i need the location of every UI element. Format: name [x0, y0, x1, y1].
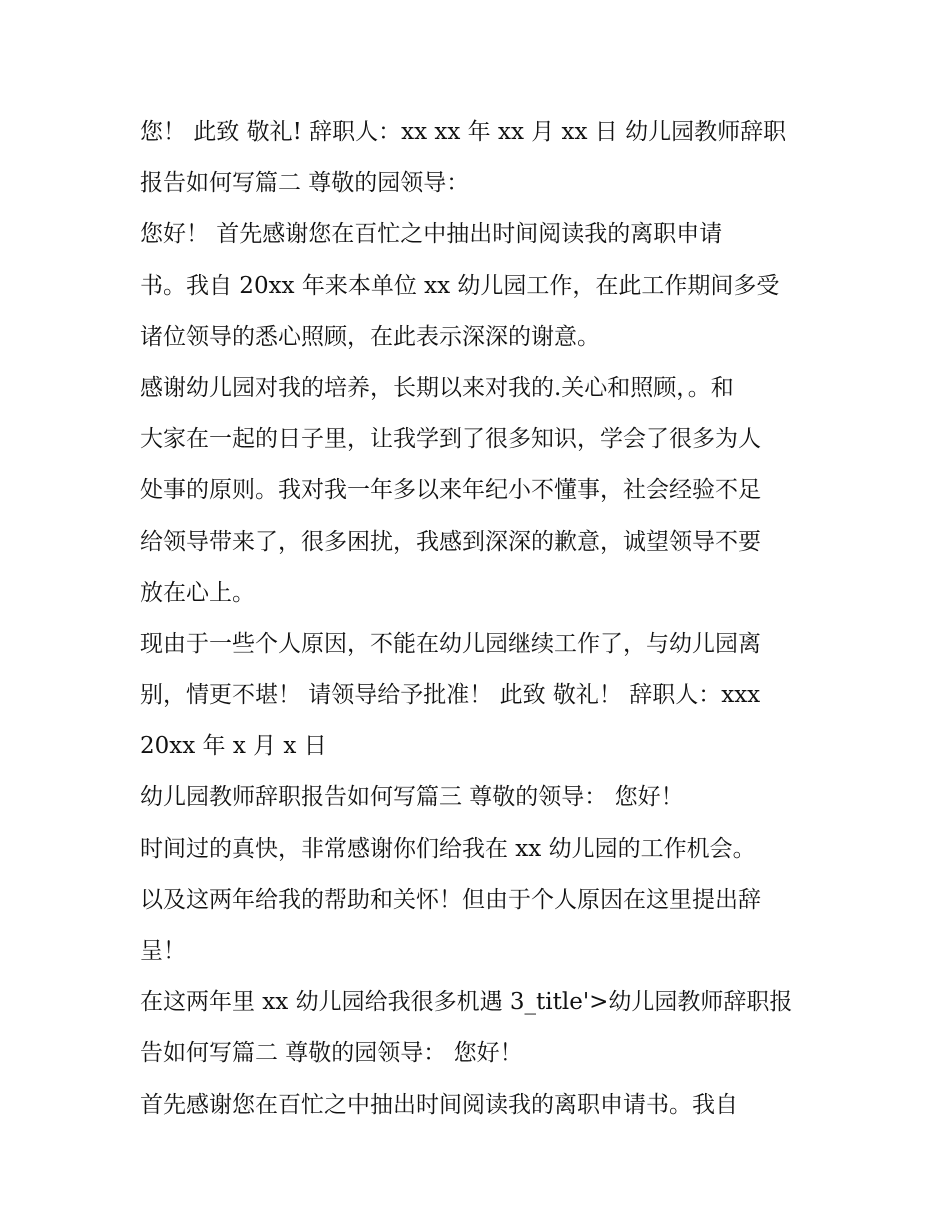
text-line: 以及这两年给我的帮助和关怀！但由于个人原因在这里提出辞: [140, 886, 761, 913]
text-line: 您！ 此致 敬礼! 辞职人：xx xx 年 xx 月 xx 日 幼儿园教师辞职: [140, 119, 787, 145]
text-line: 处事的原则。我对我一年多以来年纪小不懂事，社会经验不足: [140, 477, 761, 504]
text-line: 报告如何写篇二 尊敬的园领导：: [140, 170, 470, 197]
text-line: 感谢幼儿园对我的培养，长期以来对我的.关心和照顾，。和: [140, 374, 734, 401]
text-line: 书。我自 20xx 年来本单位 xx 幼儿园工作，在此工作期间多受: [140, 272, 780, 299]
text-line: 别，情更不堪！ 请领导给予批准！ 此致 敬礼！ 辞职人：xxx: [140, 682, 761, 709]
text-line: 现由于一些个人原因，不能在幼儿园继续工作了，与幼儿园离: [140, 630, 761, 657]
document-body: [140, 107, 830, 1131]
text-line: 放在心上。: [140, 579, 255, 606]
text-line: 给领导带来了，很多困扰，我感到深深的歉意，诚望领导不要: [140, 528, 761, 555]
text-line: 首先感谢您在百忙之中抽出时间阅读我的离职申请书。我自: [140, 1091, 738, 1118]
text-line: 幼儿园教师辞职报告如何写篇三 尊敬的领导： 您好！: [140, 784, 684, 811]
text-line: 诸位领导的悉心照顾，在此表示深深的谢意。: [140, 323, 600, 350]
text-line: 呈！: [140, 938, 186, 964]
text-line: 时间过的真快，非常感谢你们给我在 xx 幼儿园的工作机会。: [140, 835, 756, 862]
text-line: 您好！ 首先感谢您在百忙之中抽出时间阅读我的离职申请: [140, 221, 723, 248]
text-line: 在这两年里 xx 幼儿园给我很多机遇 3_title'>幼儿园教师辞职报: [140, 989, 793, 1016]
text-line: 20xx 年 x 月 x 日: [140, 733, 327, 760]
text-line: 大家在一起的日子里，让我学到了很多知识，学会了很多为人: [140, 426, 761, 453]
text-line: 告如何写篇二 尊敬的园领导： 您好！: [140, 1040, 523, 1067]
